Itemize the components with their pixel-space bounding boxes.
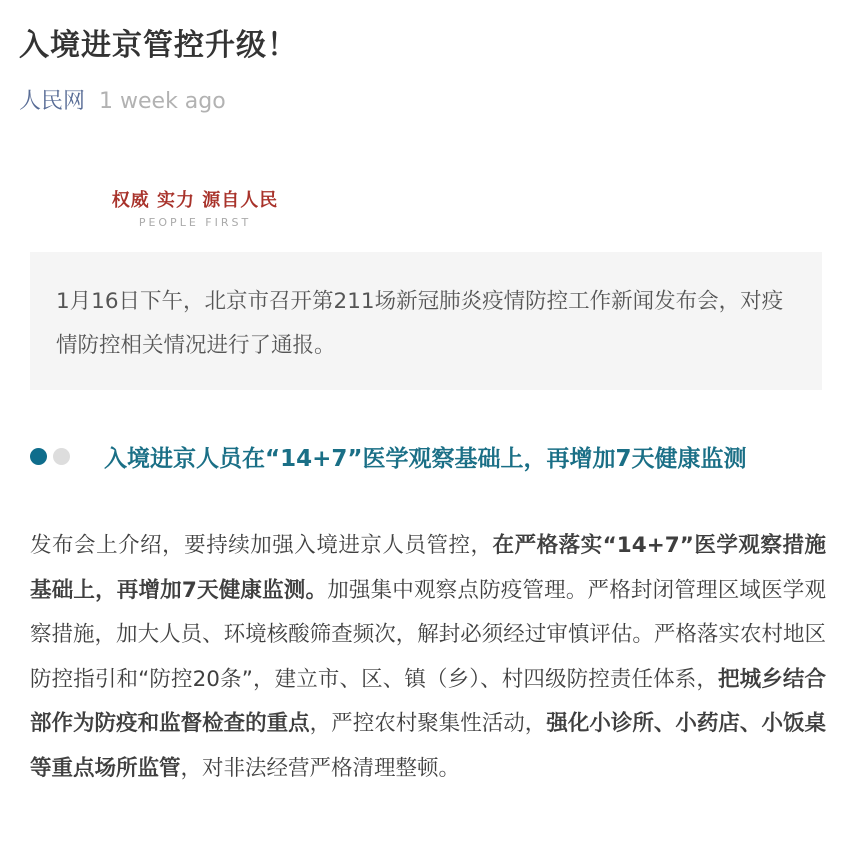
article-title: 入境进京管控升级！: [19, 28, 298, 63]
body-text: ，对非法经营严格清理整顿。: [180, 755, 461, 781]
publish-time: 1 week ago: [99, 89, 226, 114]
body-emphasis: 把城乡结合部作为防疫和监督检查的重点: [30, 666, 826, 736]
dot-icon: [30, 448, 47, 465]
logo-tagline: PEOPLE FIRST: [138, 216, 252, 229]
source-link[interactable]: 人民网: [19, 89, 86, 114]
section-heading: [30, 440, 747, 473]
body-text: 发布会上介绍，要持续加强入境进京人员管控，: [30, 533, 493, 558]
body-paragraph: [30, 524, 826, 791]
body-text: ，严控农村聚集性活动，: [309, 711, 547, 736]
section-title: 入境进京人员在“14+7”医学观察基础上，再增加7天健康监测: [104, 446, 747, 472]
body-text: 加强集中观察点防疫管理。严格封闭管理区域医学观察措施，加大人员、环境核酸筛查频次，解封必须经过审慎评估。严格落实农村地区防控指引和“防控20条”，建立市、区、镇（乡）、村四级防控责任体系，: [30, 577, 826, 692]
brand-logo: [100, 186, 290, 229]
article-meta: [19, 84, 226, 115]
body-emphasis: 在严格落实“14+7”医学观察措施基础上，再增加7天健康监测。: [30, 533, 826, 603]
logo-slogan: 权威 实力 源自人民: [111, 190, 279, 211]
dot-icon: [53, 448, 70, 465]
body-emphasis: 强化小诊所、小药店、小饭桌等重点场所监管: [30, 711, 826, 781]
intro-quote: 1月16日下午，北京市召开第211场新冠肺炎疫情防控工作新闻发布会，对疫情防控相关情况进行了通报。: [30, 252, 822, 390]
